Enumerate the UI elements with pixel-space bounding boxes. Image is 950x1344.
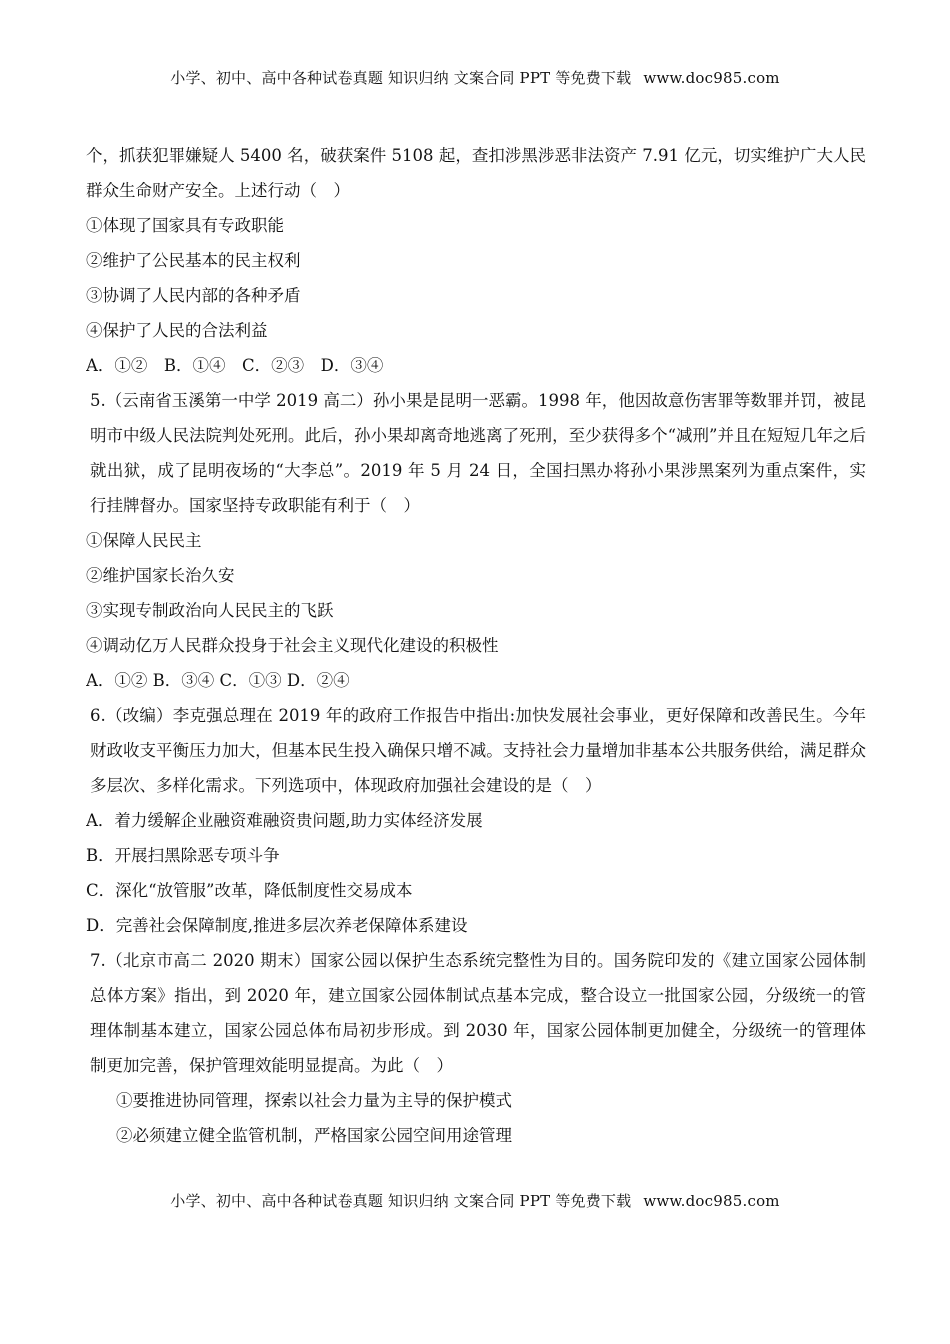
question-4-item-3: ③协调了人民内部的各种矛盾 [86,286,301,305]
question-5-item-4: ④调动亿万人民群众投身于社会主义现代化建设的积极性 [86,636,499,655]
question-6 [86,698,866,943]
question-5-stem: 5.（云南省玉溪第一中学 2019 高二）孙小果是昆明一恶霸。1998 年，他因故意伤害罪等数罪并罚，被昆明市中级人民法院判处死刑。此后，孙小果却离奇地逃离了死刑，至少获得多个“减刑”并且在短短几年之后就出狱，成了昆明夜场的“大李总”。2019 年 5 月 24 日，全国扫黑办将孙小果涉黑案列为重点案件，实行挂牌督办。国家坚持专政职能有利于（ ） [90,391,866,515]
question-6-option-d: D．完善社会保障制度,推进多层次养老保障体系建设 [86,916,468,935]
page-footer [0,1190,950,1211]
question-4-item-2: ②维护了公民基本的民主权利 [86,251,301,270]
footer-text: 小学、初中、高中各种试卷真题 知识归纳 文案合同 PPT 等免费下载 [170,1192,632,1210]
page-header [0,67,950,88]
footer-url: www.doc985.com [643,1192,780,1210]
question-4-item-4: ④保护了人民的合法利益 [86,321,268,340]
question-5-item-1: ①保障人民民主 [86,531,202,550]
question-6-option-a: A．着力缓解企业融资难融资贵问题,助力实体经济发展 [86,811,483,830]
question-5 [86,383,866,698]
question-7-item-2: ②必须建立健全监管机制，严格国家公园空间用途管理 [116,1126,512,1145]
header-url: www.doc985.com [643,69,780,87]
question-7-item-1: ①要推进协同管理，探索以社会力量为主导的保护模式 [116,1091,512,1110]
question-4-options: A．①② B．①④ C．②③ D．③④ [86,356,384,375]
question-4-item-1: ①体现了国家具有专政职能 [86,216,284,235]
question-5-options: A．①② B．③④ C．①③ D．②④ [86,671,350,690]
question-7 [86,943,866,1153]
question-6-option-b: B．开展扫黑除恶专项斗争 [86,846,280,865]
question-5-item-2: ②维护国家长治久安 [86,566,235,585]
question-5-item-3: ③实现专制政治向人民民主的飞跃 [86,601,334,620]
question-6-option-c: C．深化“放管服”改革，降低制度性交易成本 [86,881,413,900]
header-text: 小学、初中、高中各种试卷真题 知识归纳 文案合同 PPT 等免费下载 [170,69,632,87]
question-4 [86,138,866,383]
document-body [86,138,866,1153]
question-4-stem: 个，抓获犯罪嫌疑人 5400 名，破获案件 5108 起，查扣涉黑涉恶非法资产 7.91 亿元，切实维护广大人民群众生命财产安全。上述行动（ ） [86,146,866,200]
question-6-stem: 6.（改编）李克强总理在 2019 年的政府工作报告中指出:加快发展社会事业，更好保障和改善民生。今年财政收支平衡压力加大，但基本民生投入确保只增不减。支持社会力量增加非基本公共服务供给，满足群众多层次、多样化需求。下列选项中，体现政府加强社会建设的是（ ） [90,706,866,795]
question-7-stem: 7.（北京市高二 2020 期末）国家公园以保护生态系统完整性为目的。国务院印发的《建立国家公园体制总体方案》指出，到 2020 年，建立国家公园体制试点基本完成，整合设立一批国家公园，分级统一的管理体制基本建立，国家公园总体布局初步形成。到 2030 年，国家公园体制更加健全，分级统一的管理体制更加完善，保护管理效能明显提高。为此（ ） [90,951,866,1075]
